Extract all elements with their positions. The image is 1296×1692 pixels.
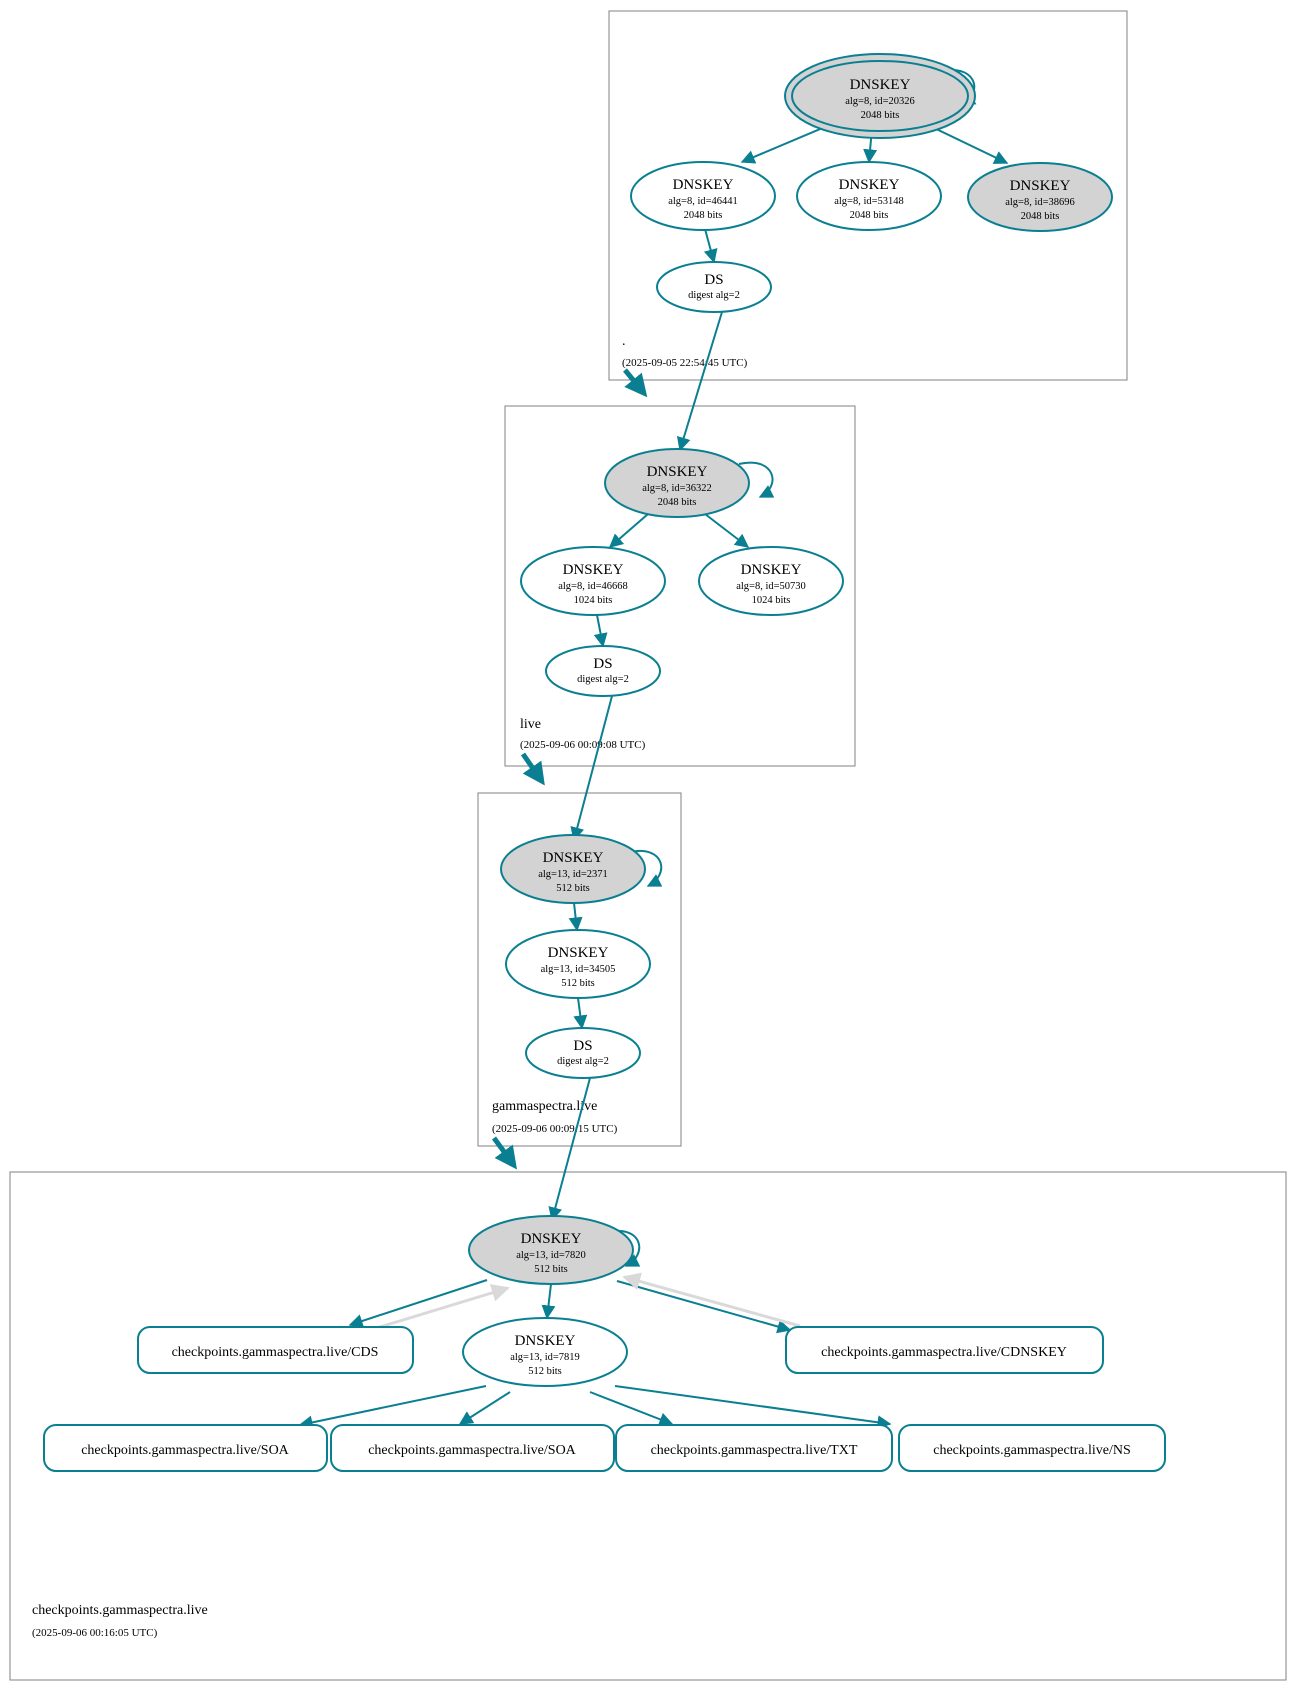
node-title: DNSKEY — [838, 177, 900, 193]
edge-20326-to-46441 — [742, 124, 832, 162]
node-rrset-cdnskey[interactable] — [786, 1327, 1103, 1373]
zone-label-root: . — [622, 334, 626, 349]
edge-34505-to-ds-gammaspectra — [578, 998, 582, 1028]
rrset-label: checkpoints.gammaspectra.live/CDNSKEY — [821, 1345, 1067, 1360]
node-line2: digest alg=2 — [577, 674, 629, 685]
node-line3: 1024 bits — [751, 595, 791, 606]
node-line2: alg=8, id=50730 — [736, 581, 806, 592]
edge-7820-to-rrset-cds — [350, 1280, 487, 1325]
zone-label-checkpoints: checkpoints.gammaspectra.live — [32, 1603, 208, 1618]
node-dnskey-7820[interactable] — [469, 1216, 633, 1284]
node-ds-live[interactable] — [546, 646, 660, 696]
rrset-label: checkpoints.gammaspectra.live/CDS — [171, 1345, 379, 1360]
node-title: DNSKEY — [646, 464, 708, 480]
node-rrset-ns[interactable] — [899, 1425, 1165, 1471]
edge-46668-to-ds-live — [597, 615, 603, 646]
node-line2: digest alg=2 — [688, 290, 740, 301]
rrset-label: checkpoints.gammaspectra.live/SOA — [81, 1443, 289, 1458]
node-dnskey-34505[interactable] — [506, 930, 650, 998]
edge-7820-to-rrset-cdnskey — [617, 1281, 790, 1330]
rrset-label: checkpoints.gammaspectra.live/TXT — [650, 1443, 858, 1458]
node-dnskey-36322[interactable] — [605, 449, 749, 517]
node-ds-root[interactable] — [657, 262, 771, 312]
edge-ds-root-to-36322 — [680, 312, 722, 450]
edge-rrset-cds-to-7820 — [370, 1288, 508, 1330]
node-dnskey-46441[interactable] — [631, 162, 775, 230]
edge-zone-live-to-gammaspectra — [523, 754, 541, 780]
node-rrset-soa-1[interactable] — [44, 1425, 327, 1471]
node-title: DS — [573, 1038, 593, 1054]
node-line2: alg=8, id=38696 — [1005, 197, 1075, 208]
node-line3: 2048 bits — [1020, 211, 1060, 222]
zone-date-root: (2025-09-05 22:54:45 UTC) — [622, 357, 748, 369]
node-rrset-soa-2[interactable] — [331, 1425, 614, 1471]
edge-7820-to-7819 — [547, 1284, 551, 1318]
node-rrset-cds[interactable] — [138, 1327, 413, 1373]
edge-36322-to-50730 — [705, 514, 748, 547]
node-dnskey-2371[interactable] — [501, 835, 645, 903]
node-line2: alg=8, id=46668 — [558, 581, 628, 592]
node-line2: alg=8, id=36322 — [642, 483, 712, 494]
node-rrset-txt[interactable] — [616, 1425, 892, 1471]
edge-rrset-cdnskey-to-7820 — [624, 1277, 800, 1326]
node-title: DNSKEY — [520, 1231, 582, 1247]
edge-7819-to-rrset-soa-2 — [460, 1392, 510, 1424]
node-line3: 512 bits — [528, 1366, 562, 1377]
node-line3: 2048 bits — [683, 210, 723, 221]
node-dnskey-50730[interactable] — [699, 547, 843, 615]
node-dnskey-7819[interactable] — [463, 1318, 627, 1386]
node-line2: alg=13, id=7820 — [516, 1250, 586, 1261]
node-line3: 1024 bits — [573, 595, 613, 606]
node-line3: 2048 bits — [860, 110, 900, 121]
node-title: DS — [593, 656, 613, 672]
node-title: DNSKEY — [547, 945, 609, 961]
rrset-label: checkpoints.gammaspectra.live/NS — [933, 1443, 1131, 1458]
node-title: DNSKEY — [1009, 178, 1071, 194]
edge-46441-to-ds-root — [705, 229, 714, 262]
node-line2: alg=13, id=2371 — [538, 869, 608, 880]
node-line3: 512 bits — [556, 883, 590, 894]
zone-date-live: (2025-09-06 00:09:08 UTC) — [520, 739, 646, 751]
zone-date-gammaspectra-live: (2025-09-06 00:09:15 UTC) — [492, 1123, 618, 1135]
edge-36322-to-46668 — [610, 514, 648, 547]
edge-zone-root-to-live — [625, 370, 643, 392]
rrset-label: checkpoints.gammaspectra.live/SOA — [368, 1443, 576, 1458]
node-dnskey-46668[interactable] — [521, 547, 665, 615]
node-title: DS — [704, 272, 724, 288]
node-line3: 512 bits — [534, 1264, 568, 1275]
node-title: DNSKEY — [514, 1333, 576, 1349]
zone-label-gammaspectra-live: gammaspectra.live — [492, 1099, 598, 1114]
node-title: DNSKEY — [562, 562, 624, 578]
edge-20326-to-38696 — [930, 126, 1007, 163]
edge-7819-to-rrset-soa-1 — [300, 1386, 486, 1425]
node-dnskey-38696[interactable] — [968, 163, 1112, 231]
node-line2: alg=8, id=46441 — [668, 196, 738, 207]
node-line3: 512 bits — [561, 978, 595, 989]
node-dnskey-20326[interactable] — [785, 54, 975, 138]
edge-zone-gammaspectra-to-checkpoints — [494, 1138, 513, 1164]
node-title: DNSKEY — [740, 562, 802, 578]
node-title: DNSKEY — [542, 850, 604, 866]
node-line2: alg=8, id=20326 — [845, 96, 915, 107]
node-title: DNSKEY — [672, 177, 734, 193]
node-line2: alg=13, id=34505 — [540, 964, 616, 975]
zone-label-live: live — [520, 717, 541, 732]
node-title: DNSKEY — [849, 77, 911, 93]
node-line2: digest alg=2 — [557, 1056, 609, 1067]
node-line3: 2048 bits — [657, 497, 697, 508]
zone-date-checkpoints: (2025-09-06 00:16:05 UTC) — [32, 1627, 158, 1639]
node-dnskey-53148[interactable] — [797, 162, 941, 230]
node-line3: 2048 bits — [849, 210, 889, 221]
node-ds-gammaspectra[interactable] — [526, 1028, 640, 1078]
node-line2: alg=8, id=53148 — [834, 196, 904, 207]
edge-ds-live-to-2371 — [574, 696, 612, 840]
edge-2371-to-34505 — [574, 903, 577, 930]
edge-7819-to-rrset-txt — [590, 1392, 672, 1424]
node-line2: alg=13, id=7819 — [510, 1352, 580, 1363]
